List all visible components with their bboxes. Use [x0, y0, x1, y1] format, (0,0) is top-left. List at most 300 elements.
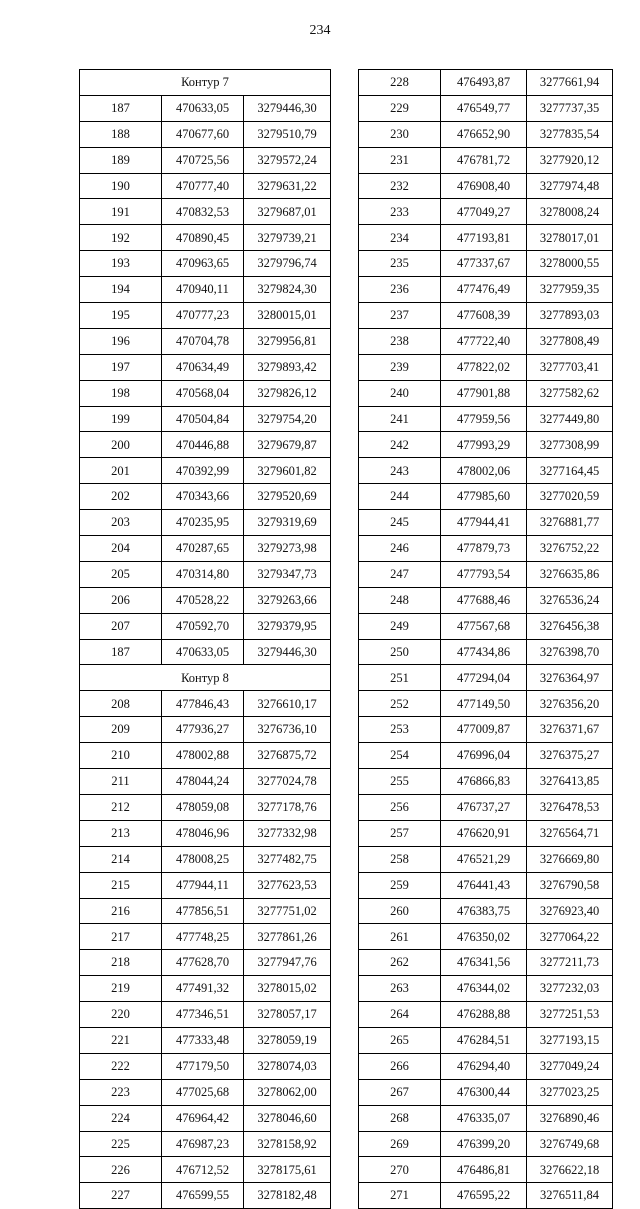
x-coordinate-cell: 470832,53 [162, 199, 244, 225]
y-coordinate-cell: 3277023,25 [527, 1079, 613, 1105]
table-row [80, 769, 331, 795]
point-number-cell: 196 [80, 328, 162, 354]
x-coordinate-cell: 470528,22 [162, 587, 244, 613]
point-number-cell: 245 [359, 510, 441, 536]
point-number-cell: 241 [359, 406, 441, 432]
y-coordinate-cell: 3276364,97 [527, 665, 613, 691]
x-coordinate-cell: 476549,77 [441, 95, 527, 121]
point-number-cell: 250 [359, 639, 441, 665]
y-coordinate-cell: 3279687,01 [244, 199, 331, 225]
point-number-cell: 254 [359, 743, 441, 769]
point-number-cell: 194 [80, 277, 162, 303]
point-number-cell: 218 [80, 950, 162, 976]
y-coordinate-cell: 3277861,26 [244, 924, 331, 950]
table-row [359, 277, 613, 303]
point-number-cell: 204 [80, 536, 162, 562]
table-row [359, 1183, 613, 1209]
point-number-cell: 208 [80, 691, 162, 717]
table-row [359, 1027, 613, 1053]
x-coordinate-cell: 477901,88 [441, 380, 527, 406]
point-number-cell: 243 [359, 458, 441, 484]
y-coordinate-cell: 3277582,62 [527, 380, 613, 406]
y-coordinate-cell: 3276752,22 [527, 536, 613, 562]
point-number-cell: 249 [359, 613, 441, 639]
y-coordinate-cell: 3276923,40 [527, 898, 613, 924]
y-coordinate-cell: 3276669,80 [527, 846, 613, 872]
y-coordinate-cell: 3279824,30 [244, 277, 331, 303]
y-coordinate-cell: 3276622,18 [527, 1157, 613, 1183]
table-row [359, 1079, 613, 1105]
table-row [80, 277, 331, 303]
y-coordinate-cell: 3277049,24 [527, 1053, 613, 1079]
table-row [80, 950, 331, 976]
x-coordinate-cell: 478002,88 [162, 743, 244, 769]
y-coordinate-cell: 3277064,22 [527, 924, 613, 950]
point-number-cell: 242 [359, 432, 441, 458]
point-number-cell: 233 [359, 199, 441, 225]
table-row [359, 328, 613, 354]
y-coordinate-cell: 3279572,24 [244, 147, 331, 173]
y-coordinate-cell: 3278182,48 [244, 1183, 331, 1209]
point-number-cell: 231 [359, 147, 441, 173]
y-coordinate-cell: 3277808,49 [527, 328, 613, 354]
x-coordinate-cell: 477333,48 [162, 1027, 244, 1053]
point-number-cell: 237 [359, 303, 441, 329]
y-coordinate-cell: 3277482,75 [244, 846, 331, 872]
coordinates-table-right [358, 69, 613, 1209]
y-coordinate-cell: 3279601,82 [244, 458, 331, 484]
x-coordinate-cell: 476288,88 [441, 1002, 527, 1028]
point-number-cell: 234 [359, 225, 441, 251]
point-number-cell: 251 [359, 665, 441, 691]
y-coordinate-cell: 3277211,73 [527, 950, 613, 976]
table-row [359, 561, 613, 587]
point-number-cell: 261 [359, 924, 441, 950]
point-number-cell: 227 [80, 1183, 162, 1209]
table-row [80, 1079, 331, 1105]
y-coordinate-cell: 3276356,20 [527, 691, 613, 717]
y-coordinate-cell: 3278000,55 [527, 251, 613, 277]
x-coordinate-cell: 477294,04 [441, 665, 527, 691]
x-coordinate-cell: 477608,39 [441, 303, 527, 329]
y-coordinate-cell: 3277959,35 [527, 277, 613, 303]
y-coordinate-cell: 3277623,53 [244, 872, 331, 898]
table-row [359, 484, 613, 510]
x-coordinate-cell: 477822,02 [441, 354, 527, 380]
table-row [80, 898, 331, 924]
y-coordinate-cell: 3278057,17 [244, 1002, 331, 1028]
table-row [359, 665, 613, 691]
table-row [80, 328, 331, 354]
y-coordinate-cell: 3278062,00 [244, 1079, 331, 1105]
table-row [359, 121, 613, 147]
point-number-cell: 240 [359, 380, 441, 406]
table-row [359, 717, 613, 743]
y-coordinate-cell: 3278158,92 [244, 1131, 331, 1157]
x-coordinate-cell: 476399,20 [441, 1131, 527, 1157]
point-number-cell: 258 [359, 846, 441, 872]
x-coordinate-cell: 476964,42 [162, 1105, 244, 1131]
point-number-cell: 269 [359, 1131, 441, 1157]
y-coordinate-cell: 3276736,10 [244, 717, 331, 743]
y-coordinate-cell: 3277332,98 [244, 820, 331, 846]
y-coordinate-cell: 3277835,54 [527, 121, 613, 147]
x-coordinate-cell: 470314,80 [162, 561, 244, 587]
y-coordinate-cell: 3277178,76 [244, 794, 331, 820]
x-coordinate-cell: 478046,96 [162, 820, 244, 846]
y-coordinate-cell: 3277164,45 [527, 458, 613, 484]
x-coordinate-cell: 477722,40 [441, 328, 527, 354]
table-row [80, 743, 331, 769]
y-coordinate-cell: 3278175,61 [244, 1157, 331, 1183]
table-row [80, 613, 331, 639]
point-number-cell: 268 [359, 1105, 441, 1131]
x-coordinate-cell: 477193,81 [441, 225, 527, 251]
x-coordinate-cell: 477567,68 [441, 613, 527, 639]
x-coordinate-cell: 477985,60 [441, 484, 527, 510]
table-row [80, 354, 331, 380]
x-coordinate-cell: 477337,67 [441, 251, 527, 277]
x-coordinate-cell: 476987,23 [162, 1131, 244, 1157]
y-coordinate-cell: 3276790,58 [527, 872, 613, 898]
table-row [359, 225, 613, 251]
y-coordinate-cell: 3276398,70 [527, 639, 613, 665]
x-coordinate-cell: 477179,50 [162, 1053, 244, 1079]
x-coordinate-cell: 476908,40 [441, 173, 527, 199]
y-coordinate-cell: 3279347,73 [244, 561, 331, 587]
table-row [359, 1131, 613, 1157]
x-coordinate-cell: 476493,87 [441, 70, 527, 96]
y-coordinate-cell: 3279739,21 [244, 225, 331, 251]
table-row [359, 147, 613, 173]
table-row [359, 613, 613, 639]
x-coordinate-cell: 477491,32 [162, 976, 244, 1002]
table-row [80, 794, 331, 820]
table-row [359, 743, 613, 769]
y-coordinate-cell: 3276875,72 [244, 743, 331, 769]
x-coordinate-cell: 478002,06 [441, 458, 527, 484]
y-coordinate-cell: 3279679,87 [244, 432, 331, 458]
point-number-cell: 260 [359, 898, 441, 924]
table-row [359, 432, 613, 458]
x-coordinate-cell: 478044,24 [162, 769, 244, 795]
point-number-cell: 192 [80, 225, 162, 251]
table-row [80, 1105, 331, 1131]
table-row [80, 1053, 331, 1079]
x-coordinate-cell: 476595,22 [441, 1183, 527, 1209]
x-coordinate-cell: 476284,51 [441, 1027, 527, 1053]
point-number-cell: 188 [80, 121, 162, 147]
x-coordinate-cell: 477879,73 [441, 536, 527, 562]
point-number-cell: 199 [80, 406, 162, 432]
x-coordinate-cell: 476996,04 [441, 743, 527, 769]
x-coordinate-cell: 470633,05 [162, 639, 244, 665]
x-coordinate-cell: 476712,52 [162, 1157, 244, 1183]
x-coordinate-cell: 470777,23 [162, 303, 244, 329]
table-row [359, 70, 613, 96]
table-row [359, 1002, 613, 1028]
y-coordinate-cell: 3277193,15 [527, 1027, 613, 1053]
table-row [80, 147, 331, 173]
y-coordinate-cell: 3276610,17 [244, 691, 331, 717]
point-number-cell: 255 [359, 769, 441, 795]
x-coordinate-cell: 470633,05 [162, 95, 244, 121]
point-number-cell: 220 [80, 1002, 162, 1028]
point-number-cell: 187 [80, 95, 162, 121]
table-row [359, 173, 613, 199]
x-coordinate-cell: 470940,11 [162, 277, 244, 303]
point-number-cell: 221 [80, 1027, 162, 1053]
table-row [359, 303, 613, 329]
y-coordinate-cell: 3278008,24 [527, 199, 613, 225]
y-coordinate-cell: 3279754,20 [244, 406, 331, 432]
point-number-cell: 212 [80, 794, 162, 820]
point-number-cell: 253 [359, 717, 441, 743]
table-row [359, 587, 613, 613]
x-coordinate-cell: 476383,75 [441, 898, 527, 924]
table-row [80, 820, 331, 846]
section-header-row [80, 70, 331, 96]
point-number-cell: 257 [359, 820, 441, 846]
y-coordinate-cell: 3276478,53 [527, 794, 613, 820]
table-row [80, 561, 331, 587]
point-number-cell: 201 [80, 458, 162, 484]
y-coordinate-cell: 3276456,38 [527, 613, 613, 639]
point-number-cell: 263 [359, 976, 441, 1002]
y-coordinate-cell: 3278059,19 [244, 1027, 331, 1053]
table-row [359, 872, 613, 898]
table-row [80, 691, 331, 717]
y-coordinate-cell: 3279446,30 [244, 639, 331, 665]
table-row [359, 691, 613, 717]
y-coordinate-cell: 3279826,12 [244, 380, 331, 406]
x-coordinate-cell: 476781,72 [441, 147, 527, 173]
coordinates-table-left [79, 69, 331, 1209]
x-coordinate-cell: 478059,08 [162, 794, 244, 820]
table-row [80, 976, 331, 1002]
point-number-cell: 206 [80, 587, 162, 613]
table-row [80, 225, 331, 251]
table-row [359, 1105, 613, 1131]
point-number-cell: 193 [80, 251, 162, 277]
table-row [80, 173, 331, 199]
table-row [359, 95, 613, 121]
point-number-cell: 225 [80, 1131, 162, 1157]
y-coordinate-cell: 3276536,24 [527, 587, 613, 613]
point-number-cell: 216 [80, 898, 162, 924]
table-row [80, 536, 331, 562]
table-row [80, 432, 331, 458]
table-row [359, 898, 613, 924]
y-coordinate-cell: 3278015,02 [244, 976, 331, 1002]
point-number-cell: 217 [80, 924, 162, 950]
x-coordinate-cell: 470634,49 [162, 354, 244, 380]
x-coordinate-cell: 477476,49 [441, 277, 527, 303]
point-number-cell: 202 [80, 484, 162, 510]
y-coordinate-cell: 3279520,69 [244, 484, 331, 510]
x-coordinate-cell: 477959,56 [441, 406, 527, 432]
point-number-cell: 223 [80, 1079, 162, 1105]
point-number-cell: 232 [359, 173, 441, 199]
table-row [359, 406, 613, 432]
point-number-cell: 187 [80, 639, 162, 665]
x-coordinate-cell: 476620,91 [441, 820, 527, 846]
table-row [80, 924, 331, 950]
y-coordinate-cell: 3279893,42 [244, 354, 331, 380]
x-coordinate-cell: 470725,56 [162, 147, 244, 173]
table-row [80, 458, 331, 484]
page-number: 234 [309, 23, 331, 38]
y-coordinate-cell: 3279510,79 [244, 121, 331, 147]
table-row [80, 872, 331, 898]
x-coordinate-cell: 476350,02 [441, 924, 527, 950]
x-coordinate-cell: 470677,60 [162, 121, 244, 147]
x-coordinate-cell: 477944,41 [441, 510, 527, 536]
y-coordinate-cell: 3276511,84 [527, 1183, 613, 1209]
point-number-cell: 259 [359, 872, 441, 898]
point-number-cell: 229 [359, 95, 441, 121]
y-coordinate-cell: 3276375,27 [527, 743, 613, 769]
y-coordinate-cell: 3276890,46 [527, 1105, 613, 1131]
point-number-cell: 210 [80, 743, 162, 769]
y-coordinate-cell: 3276749,68 [527, 1131, 613, 1157]
y-coordinate-cell: 3277308,99 [527, 432, 613, 458]
point-number-cell: 189 [80, 147, 162, 173]
x-coordinate-cell: 477936,27 [162, 717, 244, 743]
y-coordinate-cell: 3277449,80 [527, 406, 613, 432]
x-coordinate-cell: 477025,68 [162, 1079, 244, 1105]
x-coordinate-cell: 470392,99 [162, 458, 244, 484]
table-row [80, 380, 331, 406]
point-number-cell: 262 [359, 950, 441, 976]
x-coordinate-cell: 477748,25 [162, 924, 244, 950]
table-row [359, 639, 613, 665]
y-coordinate-cell: 3278074,03 [244, 1053, 331, 1079]
point-number-cell: 214 [80, 846, 162, 872]
point-number-cell: 244 [359, 484, 441, 510]
point-number-cell: 270 [359, 1157, 441, 1183]
table-row [359, 536, 613, 562]
point-number-cell: 198 [80, 380, 162, 406]
table-row [80, 1131, 331, 1157]
x-coordinate-cell: 476341,56 [441, 950, 527, 976]
y-coordinate-cell: 3279446,30 [244, 95, 331, 121]
x-coordinate-cell: 470890,45 [162, 225, 244, 251]
table-row [359, 1157, 613, 1183]
y-coordinate-cell: 3277974,48 [527, 173, 613, 199]
x-coordinate-cell: 476441,43 [441, 872, 527, 898]
x-coordinate-cell: 476300,44 [441, 1079, 527, 1105]
y-coordinate-cell: 3276413,85 [527, 769, 613, 795]
y-coordinate-cell: 3277232,03 [527, 976, 613, 1002]
point-number-cell: 226 [80, 1157, 162, 1183]
point-number-cell: 228 [359, 70, 441, 96]
x-coordinate-cell: 477628,70 [162, 950, 244, 976]
table-row [80, 639, 331, 665]
x-coordinate-cell: 476486,81 [441, 1157, 527, 1183]
point-number-cell: 219 [80, 976, 162, 1002]
x-coordinate-cell: 477688,46 [441, 587, 527, 613]
table-row [359, 820, 613, 846]
y-coordinate-cell: 3276635,86 [527, 561, 613, 587]
x-coordinate-cell: 470704,78 [162, 328, 244, 354]
y-coordinate-cell: 3276881,77 [527, 510, 613, 536]
x-coordinate-cell: 477009,87 [441, 717, 527, 743]
x-coordinate-cell: 476521,29 [441, 846, 527, 872]
table-row [359, 924, 613, 950]
point-number-cell: 271 [359, 1183, 441, 1209]
x-coordinate-cell: 476599,55 [162, 1183, 244, 1209]
x-coordinate-cell: 477793,54 [441, 561, 527, 587]
x-coordinate-cell: 476294,40 [441, 1053, 527, 1079]
x-coordinate-cell: 476344,02 [441, 976, 527, 1002]
table-row [359, 1053, 613, 1079]
x-coordinate-cell: 470446,88 [162, 432, 244, 458]
y-coordinate-cell: 3279319,69 [244, 510, 331, 536]
point-number-cell: 215 [80, 872, 162, 898]
y-coordinate-cell: 3279796,74 [244, 251, 331, 277]
table-row [80, 1157, 331, 1183]
table-row [359, 380, 613, 406]
x-coordinate-cell: 470504,84 [162, 406, 244, 432]
y-coordinate-cell: 3277893,03 [527, 303, 613, 329]
point-number-cell: 207 [80, 613, 162, 639]
x-coordinate-cell: 477856,51 [162, 898, 244, 924]
table-row [80, 1027, 331, 1053]
point-number-cell: 209 [80, 717, 162, 743]
x-coordinate-cell: 477846,43 [162, 691, 244, 717]
x-coordinate-cell: 478008,25 [162, 846, 244, 872]
x-coordinate-cell: 470963,65 [162, 251, 244, 277]
y-coordinate-cell: 3277020,59 [527, 484, 613, 510]
y-coordinate-cell: 3277920,12 [527, 147, 613, 173]
point-number-cell: 205 [80, 561, 162, 587]
x-coordinate-cell: 476335,07 [441, 1105, 527, 1131]
point-number-cell: 190 [80, 173, 162, 199]
point-number-cell: 224 [80, 1105, 162, 1131]
point-number-cell: 211 [80, 769, 162, 795]
point-number-cell: 246 [359, 536, 441, 562]
table-row [359, 846, 613, 872]
table-row [80, 251, 331, 277]
table-row [80, 406, 331, 432]
point-number-cell: 230 [359, 121, 441, 147]
y-coordinate-cell: 3277703,41 [527, 354, 613, 380]
point-number-cell: 264 [359, 1002, 441, 1028]
table-row [359, 458, 613, 484]
x-coordinate-cell: 477149,50 [441, 691, 527, 717]
section-title: Контур 7 [80, 70, 331, 96]
table-row [80, 199, 331, 225]
x-coordinate-cell: 477346,51 [162, 1002, 244, 1028]
x-coordinate-cell: 470287,65 [162, 536, 244, 562]
x-coordinate-cell: 476652,90 [441, 121, 527, 147]
y-coordinate-cell: 3277947,76 [244, 950, 331, 976]
y-coordinate-cell: 3276564,71 [527, 820, 613, 846]
point-number-cell: 239 [359, 354, 441, 380]
y-coordinate-cell: 3278017,01 [527, 225, 613, 251]
table-row [80, 510, 331, 536]
table-row [80, 846, 331, 872]
table-row [359, 950, 613, 976]
table-row [80, 95, 331, 121]
section-title: Контур 8 [80, 665, 331, 691]
table-row [80, 1002, 331, 1028]
section-header-row [80, 665, 331, 691]
point-number-cell: 235 [359, 251, 441, 277]
point-number-cell: 267 [359, 1079, 441, 1105]
y-coordinate-cell: 3278046,60 [244, 1105, 331, 1131]
